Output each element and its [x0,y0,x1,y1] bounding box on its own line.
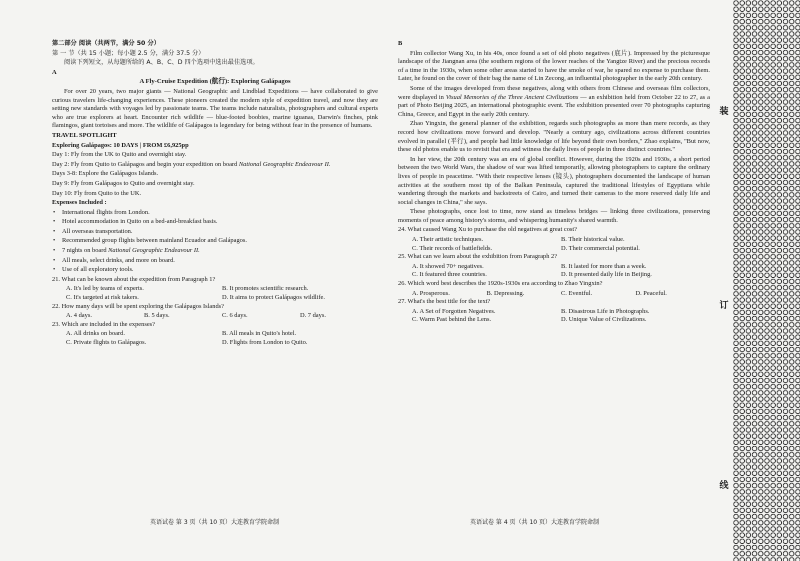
expense-item [52,247,378,256]
option-c[interactable]: C. Private flights to Galápagos. [66,339,147,346]
option-c[interactable]: C. Eventful. [561,289,593,297]
option-c[interactable]: C. 6 days. [222,312,248,320]
question-options [398,290,710,299]
expense-item: • Use of all exploratory tools. [52,266,378,275]
itinerary-days-3-8: Days 3-8: Explore the Galápagos Islands. [52,170,159,178]
question-options [398,236,710,253]
option-a[interactable]: A. All drinks on board. [66,330,125,338]
right-column [398,36,710,325]
expense-item-text: 7 nights on board [62,247,109,255]
option-b[interactable]: B. It promotes scientific research. [222,285,309,293]
itinerary-day-10: Day 10: Fly from Quito to the UK. [52,189,142,197]
section-header: 第 一 节（共 15 小题；每小题 2.5 分，满分 37.5 分） [52,49,205,57]
expense-item: • Hotel accommodation in Quito on a bed-and-breakfast basis. [52,218,378,227]
question-stem: 21. What can be known about the expedition from Paragraph 1? [52,275,216,283]
expense-item: • Recommended group flights between mainland Ecuador and Galápagos. [52,237,378,246]
option-d[interactable]: D. It presented daily life in Beijing. [561,271,652,279]
question-24 [398,226,710,253]
option-c[interactable]: C. Their records of battlefields. [412,244,493,252]
option-b[interactable]: B. It lasted for more than a week. [561,262,647,270]
itinerary-day-9: Day 9: Fly from Galápagos to Quito and overnight stay. [52,179,195,187]
option-a[interactable]: A. 4 days. [66,312,92,320]
question-21 [52,276,378,303]
question-26 [398,280,710,298]
option-c[interactable]: C. Warm Past behind the Lens. [412,316,492,324]
question-options [52,285,378,302]
expense-item: • All meals, select drinks, and more on board. [52,257,378,266]
option-a[interactable]: A. It's led by teams of experts. [66,285,144,293]
question-stem: 24. What caused Wang Xu to purchase the old negatives at great cost? [398,226,578,234]
option-b[interactable]: B. Disastrous Life in Photographs. [561,307,650,315]
question-27 [398,298,710,325]
part-header: 第二部分 阅读（共两节，满分 50 分） [52,40,160,47]
passage-b-paragraph-4: In her view, the 20th century was an era of global conflict. However, during the 1920s and 1930s, a short period between the two World Wars, the shadow of war was lifted temporarily, allowing photographers to capture the ordinary lives of people in peacetime. "With their respective lenses (镜头), photographers documented the landscape of human activities at the southern most tip of the Balkan Peninsula, captured the traditional lifestyles of Egyptians while wandering through the markets and backstreets of Cairo, and turned their cameras to the more reserved daily life and social changes in China," she says. [398,155,710,206]
option-a[interactable]: A. It showed 70+ negatives. [412,262,484,270]
question-stem: 22. How many days will be spent exploring the Galápagos Islands? [52,302,224,310]
passage-b-paragraph-5: These photographs, once lost to time, now stand as timeless bridges — linking three civilizations, preserving moments of peace among history's storms, and whispering humanity's shared warmth. [398,208,710,224]
passage-b-paragraph-1: Film collector Wang Xu, in his 40s, once found a set of old photo negatives (底片). Impressed by the picturesque landscape of the Jiangnan area (the southern regions of the lower reaches of the Yangtze River) and the precious records of a time in the 1930s, when some other areas started to have the smoke of war, he spared no expense to purchase them. Later, he found on the cover of their bag the name of Lin Zecong, an influential photographer in the early 20th century. [398,49,710,83]
option-d[interactable]: D. Flights from London to Quito. [222,339,308,346]
page-footer-right: 英语试卷 第 4 页（共 10 页）大连教育学院命制 [470,519,599,526]
paragraph-2-end: — an exhibition held from October 22 to 27, as a part of Photo Beijing 2025, an international photographic event. The exhibition presented over 70 photographs capturing China, Greece, and Egypt in the early 20th century. [398,93,710,118]
question-22 [52,303,378,321]
passage-a-intro: For over 20 years, two major giants — National Geographic and Lindblad Expeditions — have collaborated to give curious travelers life-changing experiences. These pioneers created the modern style of expedition travel, and now they are setting new standards with voyages led by passionate teams. The teams include naturalists, photographers and cultural experts who are true explorers at heart. Encounter rich wildlife — blue-footed boobies, marine iguanas, Darwin's finches, pink flamingos, giant tortoises and more. The wildlife of Galápagos is legendary for being without fear in the presence of humans. [52,87,378,130]
left-column [52,36,378,348]
question-23 [52,321,378,348]
itinerary-day-1: Day 1: Fly from the UK to Quito and overnight stay. [52,151,187,159]
travel-spotlight-heading: TRAVEL SPOTLIGHT [52,131,117,139]
option-b[interactable]: B. Depressing. [486,289,525,297]
option-a[interactable]: A. Prosperous. [412,289,450,297]
question-stem: 26. Which word best describes the 1920s-1930s era according to Zhao Yingxin? [398,280,603,288]
passage-a-title: A Fly-Cruise Expedition (航行): Exploring Galápagos [139,78,291,86]
itinerary-day-2 [52,161,378,170]
option-b[interactable]: B. All meals in Quito's hotel. [222,330,297,338]
option-c[interactable]: C. It featured three countries. [412,271,487,279]
question-options [398,308,710,325]
itinerary-day-2-text: Day 2: Fly from Quito to Galápagos and begin your expedition on board [52,160,239,168]
expense-item: • All overseas transportation. [52,228,378,237]
instructions: 阅读下列短文，从每题所给的 A、B、C、D 四个选项中选出最佳选项。 [64,59,259,67]
option-b[interactable]: B. Their historical value. [561,236,625,244]
question-options [52,312,378,321]
option-b[interactable]: B. 5 days. [144,312,170,320]
page-footer-left: 英语试卷 第 3 页（共 10 页）大连教育学院命制 [150,519,279,526]
binding-mark-ding: 订 [718,298,730,311]
question-options [398,263,710,280]
passage-b-label: B [398,40,403,47]
option-d[interactable]: D. 7 days. [300,312,326,320]
question-options [52,330,378,347]
passage-b-paragraph-3: Zhao Yingxin, the general planner of the exhibition, regards such photographs as more than mere records, as they record how civilizations move forward and develop. "Nearly a century ago, civilizations across different countries evolved in parallel (平行), and people had little knowledge of life beyond their own borders," Zhao explains, "But now, these old photos enable us to revisit that era and witness the daily lives of people in three distinct countries." [398,120,710,154]
question-25 [398,253,710,280]
expense-item: • International flights from London. [52,209,378,218]
option-d[interactable]: D. It aims to protect Galápagos wildlife. [222,294,325,302]
passage-a-label: A [52,68,57,76]
expense-ship-name: National Geographic Endeavour II. [108,247,200,255]
option-d[interactable]: D. Peaceful. [635,289,667,297]
paragraph-2-start: Some of the images developed from these negatives, along with others from Chinese and overseas film collectors, were displayed in [398,84,710,101]
option-d[interactable]: D. Unique Value of Civilizations. [561,316,647,324]
option-d[interactable]: D. Their commercial potential. [561,244,640,252]
question-stem: 27. What's the best title for the text? [398,298,491,306]
binding-strip [733,0,800,561]
ship-name: National Geographic Endeavour II. [238,160,331,168]
option-a[interactable]: A. Their artistic techniques. [412,236,484,244]
exhibition-title: Visual Memories of the Three Ancient Civilizations [445,93,579,101]
binding-mark-xian: 线 [718,478,730,491]
option-c[interactable]: C. It's targeted at risk takers. [66,294,139,302]
question-stem: 25. What can we learn about the exhibition from Paragraph 2? [398,253,558,261]
question-stem: 23. Which are included in the expenses? [52,320,155,328]
passage-b-paragraph-2 [398,85,710,119]
option-a[interactable]: A. A Set of Forgotten Negatives. [412,307,496,315]
expenses-heading: Expenses Included : [52,199,107,207]
trip-heading: Exploring Galápagos: 10 DAYS | FROM £6,925pp [52,141,189,149]
binding-mark-zhuang: 装 [718,104,730,117]
